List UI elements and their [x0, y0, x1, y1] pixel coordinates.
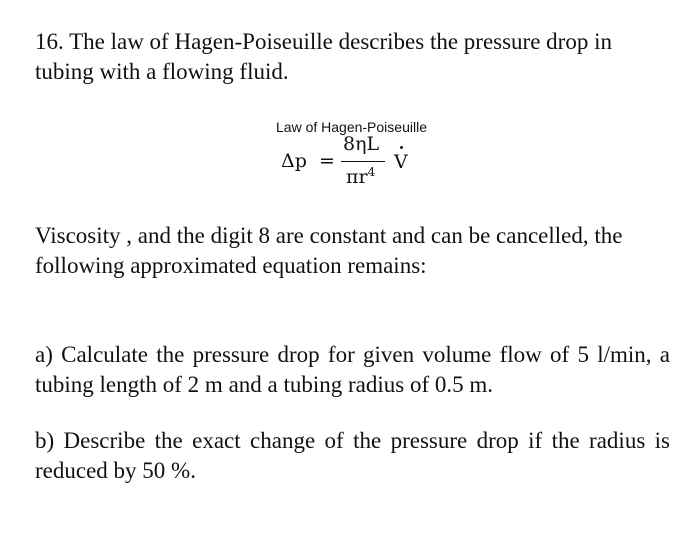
formula-numerator: 8ηL — [343, 133, 380, 155]
formula-flow-symbol: V — [394, 151, 408, 173]
formula-denominator — [346, 166, 375, 188]
denominator-base: πr — [346, 166, 368, 188]
formula-lhs: Δp — [281, 150, 307, 172]
fraction-bar — [341, 161, 385, 162]
denominator-exponent: 4 — [367, 165, 376, 179]
paragraph-viscosity: Viscosity , and the digit 8 are constant and can be cancelled, the following approximated equation remains: — [35, 223, 623, 278]
question-part-b: b) Describe the exact change of the pressure drop if the radius is reduced by 50 %. — [35, 428, 670, 483]
question-part-a: a) Calculate the pressure drop for given volume flow of 5 l/min, a tubing length of 2 m and a tubing radius of 0.5 m. — [35, 342, 670, 397]
formula-caption: Law of Hagen-Poiseuille — [276, 119, 427, 135]
question-title: 16. The law of Hagen-Poiseuille describes the pressure drop in tubing with a flowing fluid. — [35, 29, 612, 84]
formula-block — [262, 116, 462, 196]
flow-rate-dot — [400, 146, 403, 149]
formula-equals-sign: = — [319, 150, 335, 172]
